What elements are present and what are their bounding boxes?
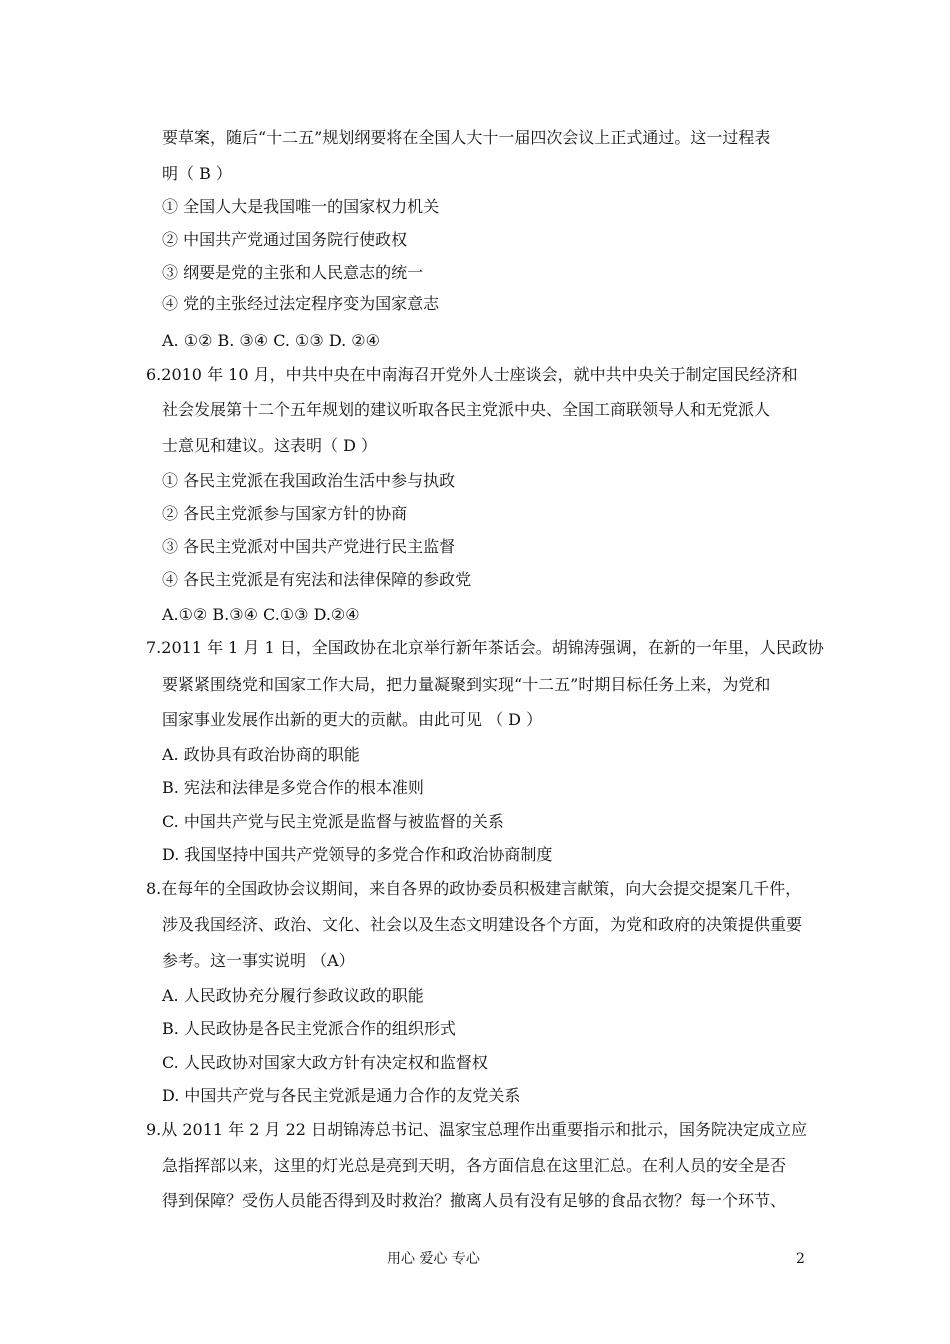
question-9: 9.从 2011 年 2 月 22 日胡锦涛总书记、温家宝总理作出重要指示和批示，国务院决定成立应 xyxy=(146,1120,808,1139)
text-line: 参考。这一事实说明 （A） xyxy=(162,951,355,970)
text-line: 国家事业发展作出新的更大的贡献。由此可见 （ D ） xyxy=(162,710,543,729)
option-a: A. 政协具有政治协商的职能 xyxy=(162,745,360,764)
question-8: 8.在每年的全国政协会议期间，来自各界的政协委员积极建言献策，向大会提交提案几千件， xyxy=(146,879,802,898)
option-a: A. 人民政协充分履行参政议政的职能 xyxy=(162,986,424,1005)
text-line: ① 各民主党派在我国政治生活中参与执政 xyxy=(162,471,456,490)
text-line: 要紧紧围绕党和国家工作大局，把力量凝聚到实现“十二五”时期目标任务上来，为党和 xyxy=(162,675,771,694)
text-line: 社会发展第十二个五年规划的建议听取各民主党派中央、全国工商联领导人和无党派人 xyxy=(162,400,771,419)
question-6: 6.2010 年 10 月，中共中央在中南海召开党外人士座谈会，就中共中央关于制定国民经济和 xyxy=(146,365,798,384)
option-c: C. 中国共产党与民主党派是监督与被监督的关系 xyxy=(162,812,504,831)
answer-options: A.①② B.③④ C.①③ D.②④ xyxy=(162,605,360,624)
text-line: ② 中国共产党通过国务院行使政权 xyxy=(162,230,408,249)
text-line: ② 各民主党派参与国家方针的协商 xyxy=(162,504,408,523)
text-line: 得到保障？受伤人员能否得到及时救治？撤离人员有没有足够的食品衣物？每一个环节、 xyxy=(162,1191,787,1210)
option-c: C. 人民政协对国家大政方针有决定权和监督权 xyxy=(162,1053,488,1072)
footer-motto: 用心 爱心 专心 xyxy=(387,1251,480,1267)
text-line: 急指挥部以来，这里的灯光总是亮到天明，各方面信息在这里汇总。在利人员的安全是否 xyxy=(162,1156,787,1175)
page-number: 2 xyxy=(796,1251,805,1267)
option-d: D. 我国坚持中国共产党领导的多党合作和政治协商制度 xyxy=(162,845,553,864)
text-line: ① 全国人大是我国唯一的国家权力机关 xyxy=(162,197,440,216)
option-b: B. 宪法和法律是多党合作的根本准则 xyxy=(162,778,424,797)
text-line: 明（ B ） xyxy=(162,164,232,183)
text-line: ③ 各民主党派对中国共产党进行民主监督 xyxy=(162,537,456,556)
question-7: 7.2011 年 1 月 1 日，全国政协在北京举行新年茶话会。胡锦涛强调，在新的一年里，人民政协 xyxy=(146,638,824,657)
text-line: ③ 纲要是党的主张和人民意志的统一 xyxy=(162,263,424,282)
option-b: B. 人民政协是各民主党派合作的组织形式 xyxy=(162,1019,456,1038)
answer-options: A. ①② B. ③④ C. ①③ D. ②④ xyxy=(162,331,380,350)
text-line: ④ 各民主党派是有宪法和法律保障的参政党 xyxy=(162,570,472,589)
text-line: 要草案，随后“十二五”规划纲要将在全国人大十一届四次会议上正式通过。这一过程表 xyxy=(162,128,771,147)
text-line: 涉及我国经济、政治、文化、社会以及生态文明建设各个方面，为党和政府的决策提供重要 xyxy=(162,915,803,934)
text-line: ④ 党的主张经过法定程序变为国家意志 xyxy=(162,294,440,313)
option-d: D. 中国共产党与各民主党派是通力合作的友党关系 xyxy=(162,1086,521,1105)
text-line: 士意见和建议。这表明（ D ） xyxy=(162,436,378,455)
